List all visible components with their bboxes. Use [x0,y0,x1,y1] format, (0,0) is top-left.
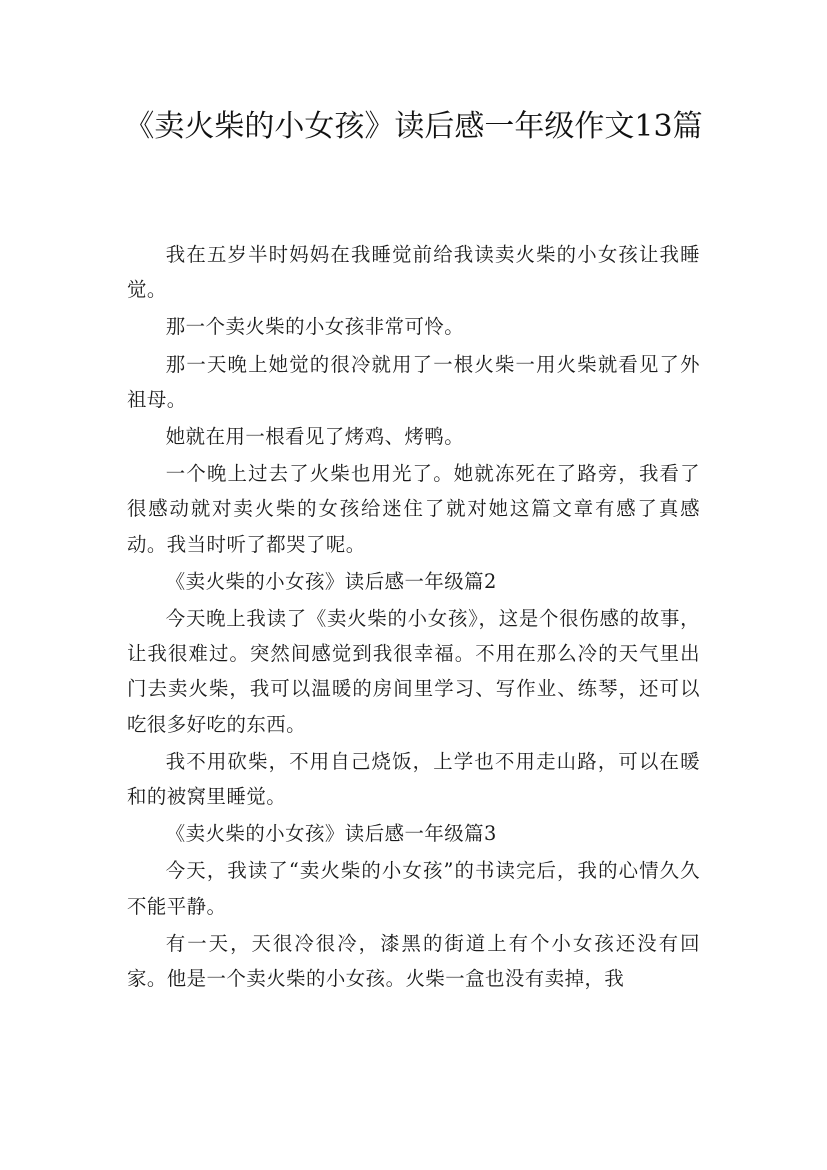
paragraph: 那一个卖火柴的小女孩非常可怜。 [165,315,465,339]
paragraph: 今天晚上我读了《卖火柴的小女孩》，这是个很伤感的故事，让我很难过。突然间感觉到我很幸福。不用在那么冷的天气里出门去卖火柴，我可以温暖的房间里学习、写作业、练琴，还可以吃很多好吃的东西。 [127,607,700,736]
section-heading: 《卖火柴的小女孩》读后感一年级篇3 [165,822,497,846]
paragraph: 今天，我读了“卖火柴的小女孩”的书读完后，我的心情久久不能平静。 [127,859,700,918]
paragraph: 我不用砍柴，不用自己烧饭，上学也不用走山路，可以在暖和的被窝里睡觉。 [127,749,700,809]
paragraph: 那一天晚上她觉的很冷就用了一根火柴一用火柴就看见了外祖母。 [127,352,700,411]
document-body [127,237,700,998]
paragraph: 她就在用一根看见了烤鸡、烤鸭。 [165,425,465,449]
paragraph: 有一天，天很冷很冷，漆黑的街道上有个小女孩还没有回家。他是一个卖火柴的小女孩。火柴一盒也没有卖掉，我 [127,931,700,991]
paragraph: 我在五岁半时妈妈在我睡觉前给我读卖火柴的小女孩让我睡觉。 [127,243,700,302]
section-heading: 《卖火柴的小女孩》读后感一年级篇2 [165,569,497,593]
paragraph: 一个晚上过去了火柴也用光了。她就冻死在了路旁，我看了很感动就对卖火柴的女孩给迷住了就对她这篇文章有感了真感动。我当时听了都哭了呢。 [127,462,700,556]
document-title: 《卖火柴的小女孩》读后感一年级作文13篇 [124,109,703,144]
